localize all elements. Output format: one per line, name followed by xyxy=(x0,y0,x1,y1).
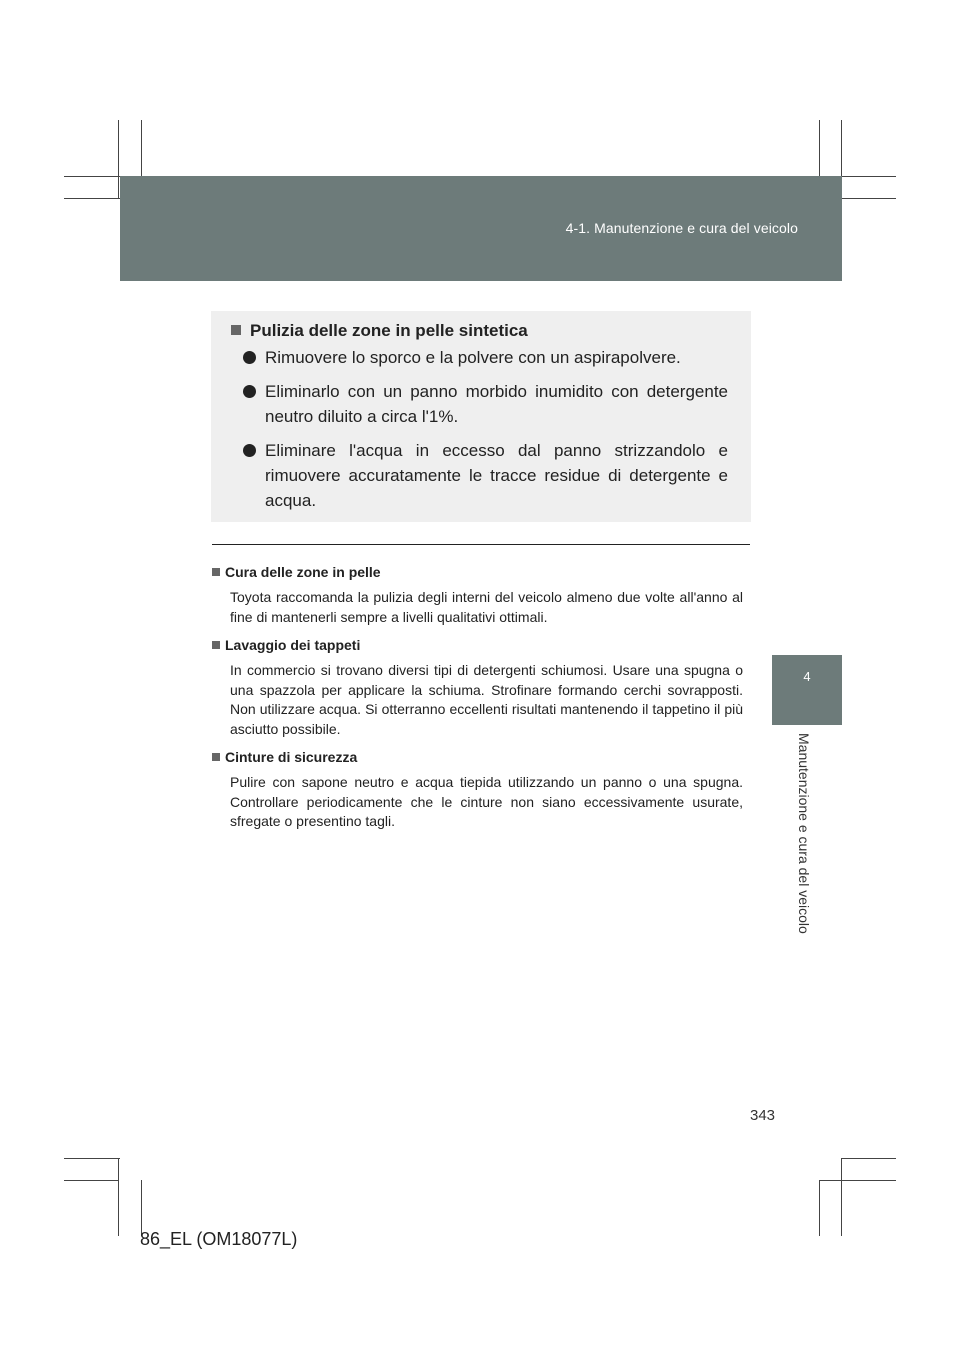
crop-mark xyxy=(64,1180,118,1181)
crop-mark xyxy=(841,1158,842,1236)
box-heading-text: Pulizia delle zone in pelle sintetica xyxy=(250,321,528,340)
crop-mark xyxy=(141,120,142,176)
crop-mark xyxy=(842,176,896,177)
chapter-number: 4 xyxy=(803,669,811,684)
square-bullet-icon xyxy=(212,568,220,576)
instruction-box xyxy=(211,311,751,522)
crop-mark xyxy=(819,120,820,176)
note-body: In commercio si trovano diversi tipi di detergenti schiumosi. Usare una spugna o una spazzola per applicare la schiuma. Strofinare formando cerchi sovrapposti. Non utilizzare acqua. Si otterranno eccellenti risultati mantenendo il tappetino il più asciutto possibile. xyxy=(230,662,743,737)
note-heading-text: Cinture di sicurezza xyxy=(225,749,358,765)
square-bullet-icon xyxy=(212,753,220,761)
bullet-text: Rimuovere lo sporco e la polvere con un aspirapolvere. xyxy=(265,348,681,367)
note-heading xyxy=(212,635,743,655)
notes-section xyxy=(212,562,743,840)
header-band xyxy=(120,176,842,281)
chapter-tab xyxy=(772,655,842,725)
document-code: 86_EL (OM18077L) xyxy=(140,1229,298,1249)
round-bullet-icon xyxy=(243,385,256,398)
note-heading xyxy=(212,747,743,767)
crop-mark xyxy=(820,1180,896,1181)
note-body: Toyota raccomanda la pulizia degli interni del veicolo almeno due volte all'anno al fine di mantenerli sempre a livelli qualitativi ottimali. xyxy=(230,589,743,625)
crop-mark xyxy=(118,1158,119,1236)
round-bullet-icon xyxy=(243,444,256,457)
note-heading xyxy=(212,562,743,582)
bullet-list xyxy=(243,345,728,522)
crop-mark xyxy=(141,1180,142,1236)
bullet-item xyxy=(243,345,728,370)
crop-mark xyxy=(819,1180,820,1236)
round-bullet-icon xyxy=(243,351,256,364)
crop-mark xyxy=(842,1158,896,1159)
box-heading xyxy=(231,321,528,341)
crop-mark xyxy=(64,1158,120,1159)
crop-mark xyxy=(842,198,896,199)
bullet-text: Eliminare l'acqua in eccesso dal panno strizzandolo e rimuovere accuratamente le tracce residue di detergente e acqua. xyxy=(265,441,728,510)
bullet-text: Eliminarlo con un panno morbido inumidito con detergente neutro diluito a circa l'1%. xyxy=(265,382,728,426)
section-divider xyxy=(212,544,750,545)
note-heading-text: Lavaggio dei tappeti xyxy=(225,637,361,653)
note-heading-text: Cura delle zone in pelle xyxy=(225,564,381,580)
chapter-label: Manutenzione e cura del veicolo xyxy=(796,733,812,934)
page-number: 343 xyxy=(750,1107,776,1124)
note-body: Pulire con sapone neutro e acqua tiepida utilizzando un panno o una spugna. Controllare periodicamente che le cinture non siano eccessivamente usurate, sfregate o presentino tagli. xyxy=(230,774,743,829)
crop-mark xyxy=(118,120,119,198)
section-title: 4-1. Manutenzione e cura del veicolo xyxy=(565,220,798,236)
square-bullet-icon xyxy=(212,641,220,649)
crop-mark xyxy=(64,176,120,177)
square-bullet-icon xyxy=(231,325,241,335)
bullet-item xyxy=(243,438,728,513)
crop-mark xyxy=(64,198,120,199)
bullet-item xyxy=(243,379,728,429)
